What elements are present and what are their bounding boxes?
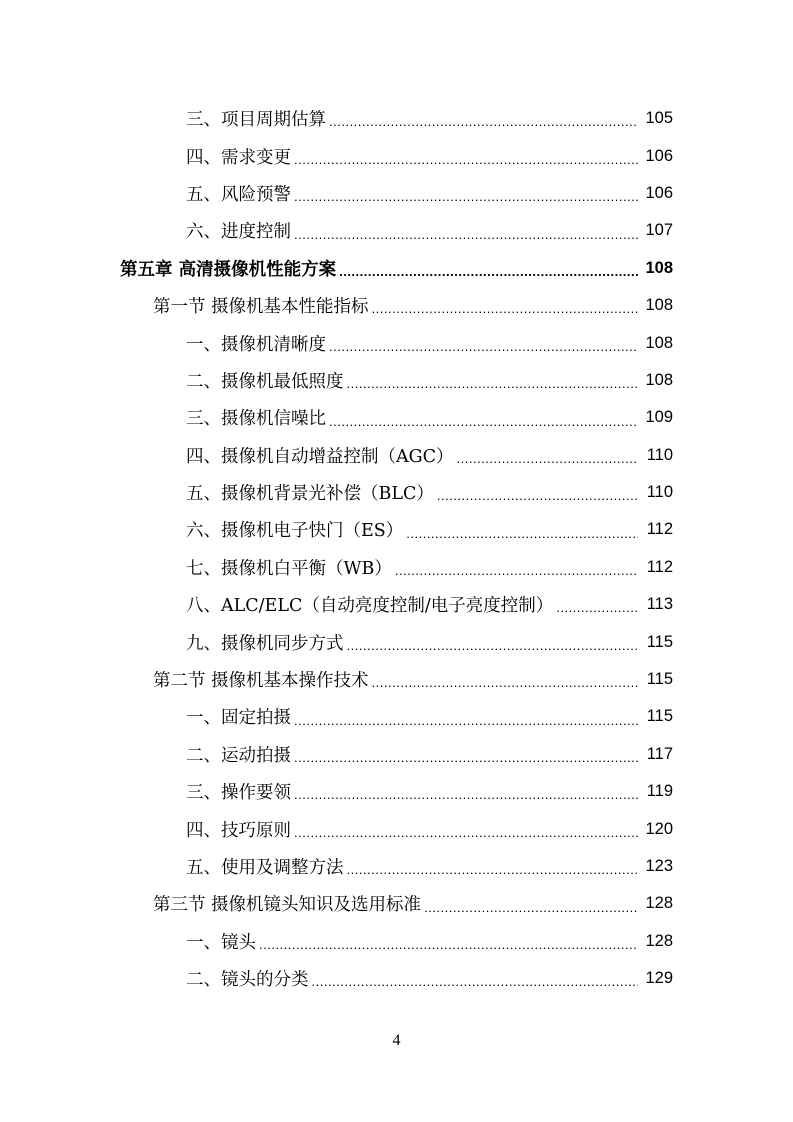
dot-leader	[294, 826, 638, 848]
toc-entry[interactable]	[0, 698, 793, 735]
toc-entry-label: 九、摄像机同步方式	[186, 633, 344, 654]
toc-entry-page: 110	[646, 483, 673, 502]
toc-chapter-page: 108	[645, 258, 673, 277]
toc-entry-page: 105	[645, 109, 673, 128]
toc-entry-page: 123	[645, 857, 673, 875]
toc-entry-page: 106	[645, 146, 673, 165]
toc-entry-page: 119	[646, 782, 673, 801]
toc-entry-label: 六、进度控制	[186, 222, 291, 243]
toc-entry[interactable]	[0, 736, 793, 773]
toc-section-label: 第三节 摄像机镜头知识及选用标准	[153, 895, 422, 916]
toc-section-page: 128	[645, 894, 673, 913]
toc-section-page: 108	[645, 296, 673, 315]
dot-leader	[294, 228, 638, 250]
toc-entry-page: 107	[645, 221, 673, 240]
toc-entry[interactable]	[0, 623, 793, 660]
dot-leader	[312, 975, 639, 997]
dot-leader	[406, 527, 638, 549]
dot-leader	[294, 751, 638, 773]
dot-leader	[347, 639, 639, 661]
dot-leader	[372, 302, 638, 324]
toc-entry-label: 六、摄像机电子快门（ES）	[186, 521, 404, 542]
toc-entry-label: 三、项目周期估算	[186, 110, 326, 131]
toc-entry-label: 一、固定拍摄	[186, 708, 291, 729]
toc-entry[interactable]	[0, 923, 793, 960]
toc-entry-label: 四、技巧原则	[186, 820, 291, 841]
toc-entry[interactable]	[0, 848, 793, 885]
toc-entry-page: 110	[646, 445, 673, 464]
toc-entry-page: 109	[645, 408, 673, 427]
dot-leader	[294, 190, 638, 212]
dot-leader	[329, 415, 638, 437]
toc-section-page: 115	[646, 670, 673, 689]
toc-entry[interactable]	[0, 810, 793, 847]
toc-entry-page: 113	[646, 595, 673, 614]
toc-entry-page: 115	[646, 632, 673, 651]
toc-entry[interactable]	[0, 773, 793, 810]
dot-leader	[329, 115, 638, 137]
toc-entry[interactable]	[0, 474, 793, 511]
toc-entry-page: 117	[646, 744, 673, 763]
toc-entry[interactable]	[0, 324, 793, 361]
toc-entry-page: 108	[645, 370, 673, 389]
toc-entry-label: 三、操作要领	[186, 783, 291, 804]
toc-section-label: 第一节 摄像机基本性能指标	[153, 297, 369, 318]
dot-leader	[294, 788, 638, 810]
toc-section-entry[interactable]	[0, 661, 793, 698]
toc-entry-page: 120	[645, 819, 673, 838]
toc-entry[interactable]	[0, 960, 793, 997]
toc-chapter-entry[interactable]	[0, 250, 793, 287]
toc-entry-page: 112	[646, 520, 673, 539]
toc-entry[interactable]	[0, 100, 793, 137]
toc-entry[interactable]	[0, 137, 793, 174]
dot-leader	[437, 489, 638, 511]
toc-section-entry[interactable]	[0, 287, 793, 324]
toc-entry[interactable]	[0, 175, 793, 212]
dot-leader	[329, 340, 638, 362]
dot-leader	[347, 377, 639, 399]
toc-entry[interactable]	[0, 399, 793, 436]
dot-leader	[294, 714, 638, 736]
dot-leader	[457, 452, 638, 474]
dot-leader	[259, 938, 638, 960]
toc-entry-page: 106	[645, 183, 673, 202]
toc-entry-label: 五、风险预警	[186, 184, 291, 205]
toc-entry-label: 四、摄像机自动增益控制（AGC）	[186, 446, 454, 467]
toc-entry[interactable]	[0, 437, 793, 474]
toc-entry[interactable]	[0, 362, 793, 399]
toc-chapter-label: 第五章 高清摄像机性能方案	[120, 259, 337, 280]
dot-leader	[556, 601, 638, 623]
table-of-contents	[0, 100, 793, 997]
toc-entry-label: 一、摄像机清晰度	[186, 334, 326, 355]
toc-entry-label: 二、摄像机最低照度	[186, 371, 344, 392]
toc-entry-page: 129	[645, 969, 673, 988]
dot-leader	[339, 265, 638, 287]
toc-section-entry[interactable]	[0, 885, 793, 922]
page-number: 4	[392, 1032, 401, 1049]
toc-entry-page: 108	[645, 333, 673, 352]
toc-section-label: 第二节 摄像机基本操作技术	[153, 671, 369, 692]
toc-entry-page: 115	[646, 707, 673, 726]
toc-entry-label: 八、ALC/ELC（自动亮度控制/电子亮度控制）	[186, 596, 554, 617]
toc-entry-label: 五、摄像机背景光补偿（BLC）	[186, 484, 434, 505]
toc-entry[interactable]	[0, 549, 793, 586]
toc-entry-label: 五、使用及调整方法	[186, 858, 344, 878]
toc-entry[interactable]	[0, 586, 793, 623]
toc-entry-label: 三、摄像机信噪比	[186, 409, 326, 430]
toc-entry-label: 二、运动拍摄	[186, 745, 291, 766]
toc-entry[interactable]	[0, 212, 793, 249]
toc-entry-label: 四、需求变更	[186, 147, 291, 168]
dot-leader	[372, 676, 638, 698]
toc-entry[interactable]	[0, 511, 793, 548]
dot-leader	[294, 153, 638, 175]
toc-entry-label: 二、镜头的分类	[186, 970, 309, 991]
toc-entry-page: 112	[646, 557, 673, 576]
dot-leader	[347, 863, 639, 885]
toc-entry-label: 七、摄像机白平衡（WB）	[186, 558, 392, 579]
toc-entry-label: 一、镜头	[186, 932, 256, 953]
toc-entry-page: 128	[645, 931, 673, 950]
dot-leader	[395, 564, 638, 586]
dot-leader	[424, 901, 638, 923]
